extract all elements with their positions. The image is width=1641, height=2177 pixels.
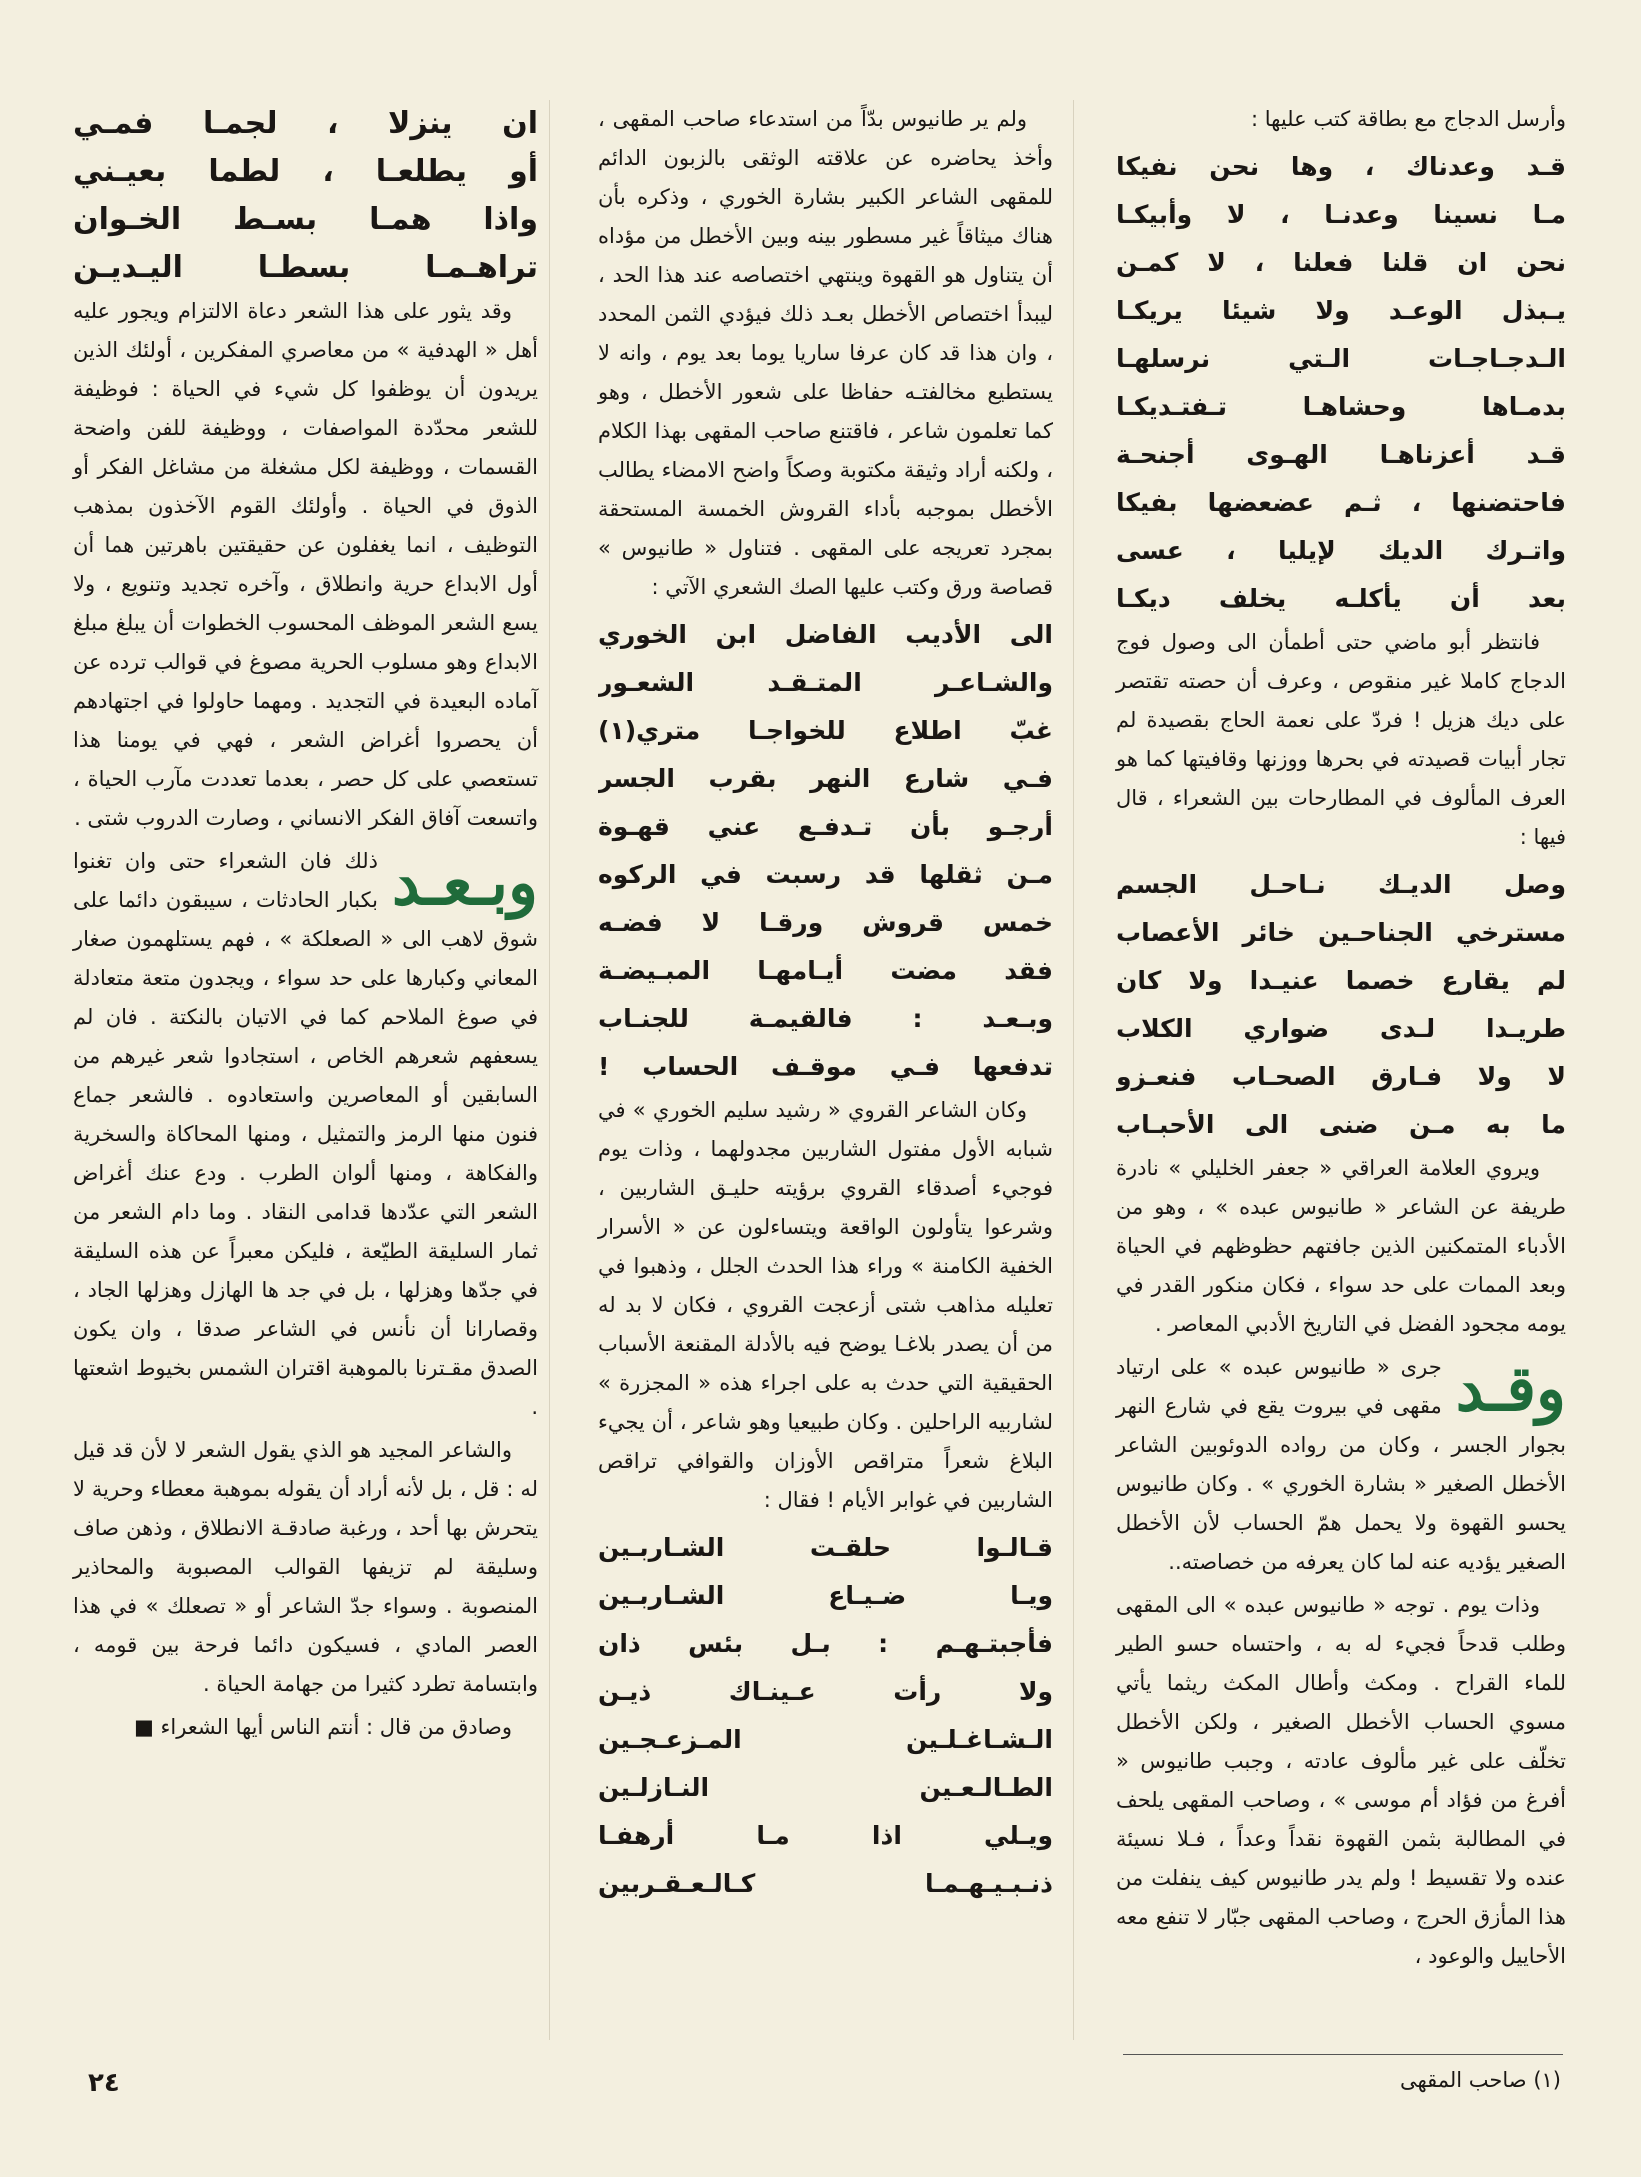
verse-line: تراهـمـا بسطـا اليـديـن <box>73 250 538 285</box>
verse-line: فـي شارع النهر بقرب الجسر <box>598 764 1053 793</box>
verse-line: غبّ اطلاع للخواجـا متري(١) <box>598 716 1053 745</box>
paragraph: وقد يثور على هذا الشعر دعاة الالتزام ويجور عليه أهل « الهدفية » من معاصري المفكرين ، أولئك الذين يريدون أن يوظفوا كل شيء في الحياة : فوظيفة للشعر محدّدة المواصفات ، ووظيفة للفن واضحة القسمات ، ووظيفة لكل مشغلة من مشاغل الفكر أو الذوق في الحياة . وأولئك القوم الآخذون بمذهب التوظيف ، انما يغفلون عن حقيقتين باهرتين هما أن أول الابداع حرية وانطلاق ، وآخره تجديد وتنويع ، ولا يسع الشعر الموظف المحسوب الخطوات أن يبلغ مبلغ الابداع وهو مسلوب الحرية مصوغ في قوالب ترده عن آماده البعيدة في التجديد . ومهما حاولوا في اجتهادهم أن يحصروا أغراض الشعر ، فهي في يومنا هذا تستعصي على كل حصر ، بعدما تعددت مآرب الحياة ، واتسعت آفاق الفكر الانساني ، وصارت الدروب شتى . <box>73 299 538 830</box>
poem <box>1116 861 1566 1149</box>
paragraph: ذلك فان الشعراء حتى وان تغنوا بكبار الحادثات ، سيبقون دائما على شوق لاهب الى « الصعلكة » ، فهم يستلهمون صغار المعاني وكبارها على حد سواء ، ويجدون متعة متعادلة في صوغ الملاحم كما في الاتيان بالنكتة . فان لم يسعفهم شعرهم الخاص ، استجادوا شعر غيرهم من السابقين أو المعاصرين واستعادوه . فالشعر جماع فنون منها الرمز والتمثيل ، ومنها المحاكاة والسخرية والفكاهة ، ومنها ألوان الطرب . ودع عنك أغراض الشعر التي عدّدها قدامى النقاد . وما دام الشعر من ثمار السليقة الطيّعة ، فليكن معبراً عن هذه السليقة في جدّها وهزلها ، بل في جد ها الهازل وهزلها الجاد ، وقصارانا أن نأنس في الشاعر صدقا ، وان يكون الصدق مقـترنا بالموهبة اقتران الشمس بخيوط اشعتها . <box>73 849 538 1419</box>
paragraph-with-dropcap <box>1116 1348 1566 1582</box>
verse-line: مـا نسينا وعدنـا ، لا وأبيكـا <box>1116 200 1566 229</box>
paragraph: وأرسل الدجاج مع بطاقة كتب عليها : <box>1251 107 1566 131</box>
verse-line: لم يقارع خصما عنيـدا ولا كان <box>1116 966 1566 995</box>
verse-line: بدمـاها وحشاهـا تـفتـديكـا <box>1116 392 1566 421</box>
verse-line: مـن ثقلها قد رسبت في الركوه <box>598 860 1053 889</box>
verse-line: فقد مضت أيـامهـا المبـيضـة <box>598 956 1053 985</box>
verse-line: وصل الديـك نـاحـل الجسم <box>1116 870 1566 899</box>
verse-line: نحن ان قلنا فعلنا ، لا كمـن <box>1116 248 1566 277</box>
page-number: ٢٤ <box>88 2068 120 2098</box>
verse-line: تدفعها فـي موقـف الحساب ! <box>598 1052 1053 1081</box>
verse-line: بعد أن يأكلـه يخلف ديكـا <box>1116 584 1566 613</box>
verse-line: خمس قروش ورقـا لا فضـه <box>598 908 1053 937</box>
verse-line: قـد وعدناك ، وها نحن نفيكا <box>1116 152 1566 181</box>
article-column-middle <box>598 100 1053 1908</box>
verse-line: لا ولا فـارق الصحـاب فنعـزو <box>1116 1062 1566 1091</box>
paragraph: والشاعر المجيد هو الذي يقول الشعر لا لأن قد قيل له : قل ، بل لأنه أراد أن يقوله بموهبة معطاء وحرية لا يتحرش بها أحد ، ورغبة صادقـة الانطلاق ، وذهن صاف وسليقة لم تزيفها القوالب المصبوبة والمحاذير المنصوبة . وسواء جدّ الشاعر أو « تصعلك » في هذا العصر المادي ، فسيكون دائما فرحة بين قومه ، وابتسامة تطرد كثيرا من جهامة الحياة . <box>73 1438 538 1696</box>
verse-line: ولا رأت عـينـاك ذيـن <box>598 1677 1053 1706</box>
verse-line: ذنـبـيـهـمـا كـالـعـقـربين <box>598 1869 1053 1898</box>
verse-line: ويـلي اذا مـا أرهفـا <box>598 1821 1053 1850</box>
paragraph: وذات يوم . توجه « طانيوس عبده » الى المقهى وطلب قدحاً فجيء له به ، واحتساه حسو الطير للماء القراح . ومكث وأطال المكث ريثما يأتي مسوي الحساب الأخطل الصغير ، ولكن الأخطل تخلّف على غير مألوف عادته ، وجبب طانيوس « أفرغ من فؤاد أم موسى » ، وصاحب المقهى يلحف في المطالبة بثمن القهوة نقداً وعداً ، فـلا نسيئة عنده ولا تقسيط ! ولم يدر طانيوس كيف ينفلت من هذا المأزق الحرج ، وصاحب المقهى جبّار لا تنفع معه الأحاييل والوعود ، <box>1116 1593 1566 1968</box>
verse-line: أرجـو بأن تـدفـع عني قهـوة <box>598 812 1053 841</box>
paragraph: ولم ير طانيوس بدّاً من استدعاء صاحب المقهى ، وأخذ يحاضره عن علاقته الوثقى بالزبون الدائم للمقهى الشاعر الكبير بشارة الخوري ، وذكره بأن هناك ميثاقاً غير مسطور بينه وبين الأخطل من مؤداه أن يتناول هو القهوة وينتهي اختصاصه عند هذا الحد ، ليبدأ اختصاص الأخطل بعـد ذلك فيؤدي الثمن المحدد ، وان هذا قد كان عرفا ساريا يوما بعد يوم ، وانه لا يستطيع مخالفتـه حفاظا على شعور الأخطل ، وهو كما تعلمون شاعر ، فاقتنع صاحب المقهى بهذا الكلام ، ولكنه أراد وثيقة مكتوبة وصكاً واضح الامضاء يطالب الأخطل بموجبه بأداء القروش الخمسة المستحقة بمجرد تعريجه على المقهى . فتناول « طانيوس » قصاصة ورق وكتب عليها الصك الشعري الآتي : <box>598 107 1053 599</box>
verse-line: فأجبتـهـم : بـل بئس ذان <box>598 1629 1053 1658</box>
verse-line: ان ينزلا ، لجمـا فمـي <box>73 106 538 141</box>
footnote-divider <box>1123 2054 1563 2055</box>
verse-line: وبـعـد : فالقيمـة للجنـاب <box>598 1004 1053 1033</box>
poem <box>598 1524 1053 1908</box>
paragraph-with-dropcap <box>73 842 538 1427</box>
article-column-left <box>73 100 538 1751</box>
verse-line: واتـرك الديك لإيليا ، عسى <box>1116 536 1566 565</box>
verse-line: فاحتضنها ، ثـم عضعضها بفيكا <box>1116 488 1566 517</box>
paragraph: وكان الشاعر القروي « رشيد سليم الخوري » في شبابه الأول مفتول الشاربين مجدولهما ، وذات يوم فوجيء أصدقاء القروي برؤيته حليـق الشاربين ، وشرعوا يتأولون الواقعة ويتساءلون عن « الأسرار الخفية الكامنة » وراء هذا الحدث الجلل ، وذهبوا في تعليله مذاهب شتى أزعجت القروي ، فكان لا بد له من أن يصدر بلاغـا يوضح فيه بالأدلة المقنعة الأسباب الحقيقية التي حدث به على اجراء هذه « المجزرة » لشاربيه الراحلين . وكان طبيعيا وهو شاعر ، أن يجيء البلاغ شعراً متراقص الأوزان والقوافي تراقص الشاربين في غوابر الأيام ! فقال : <box>598 1098 1053 1512</box>
paragraph: وصادق من قال : أنتم الناس أيها الشعراء ■ <box>133 1715 512 1739</box>
verse-line: ويـا ضـيـاع الشـاربـين <box>598 1581 1053 1610</box>
column-divider <box>549 100 550 2040</box>
verse-line: الطـالـعـين النـازلـين <box>598 1773 1053 1802</box>
verse-line: الـدجـاجـات الـتي نرسلهـا <box>1116 344 1566 373</box>
verse-line: يـبذل الوعـد ولا شيئا يريكـا <box>1116 296 1566 325</box>
verse-line: مسترخي الجناحـين خائر الأعصاب <box>1116 918 1566 947</box>
verse-line: والشـاعـر المتـقـد الشعـور <box>598 668 1053 697</box>
poem <box>1116 143 1566 623</box>
paragraph: فانتظر أبو ماضي حتى أطمأن الى وصول فوج الدجاج كاملا غير منقوص ، وعرف أن حصته تقتصر على ديك هزيل ! فردّ على نعمة الحاج بقصيدة لم تجار أبيات قصيدته في بحرها ووزنها وقافيتها كما هو العرف المألوف في المطارحات بين الشعراء ، قال فيها : <box>1116 630 1566 849</box>
footnote: (١) صاحب المقهى <box>1399 2068 1561 2092</box>
verse-line: قـد أعزناهـا الهـوى أجنحـة <box>1116 440 1566 469</box>
drop-cap: وبـعـد <box>392 846 538 919</box>
drop-cap: وقـد <box>1455 1352 1566 1425</box>
paragraph: جرى « طانيوس عبده » على ارتياد مقهى في بيروت يقع في شارع النهر بجوار الجسر ، وكان من رواده الدوئوبين الشاعر الأخطل الصغير « بشارة الخوري » . وكان طانيوس يحسو القهوة ولا يحمل همّ الحساب لأن الأخطل الصغير يؤديه عنه لما كان يعرفه من خصاصته.. <box>1116 1355 1566 1574</box>
verse-line: أو يطلعـا ، لطما بعيـني <box>73 154 538 189</box>
paragraph: ويروي العلامة العراقي « جعفر الخليلي » نادرة طريفة عن الشاعر « طانيوس عبده » ، وهو من الأدباء المتمكنين الذين جافتهم حظوظهم في الحياة وبعد الممات على حد سواء ، فكان منكور القدر في يومه مجحود الفضل في التاريخ الأدبي المعاصر . <box>1116 1156 1566 1336</box>
verse-line: قـالـوا حلقـت الشـاربـين <box>598 1533 1053 1562</box>
verse-line: الـشـاغـلـين المـزعـجـين <box>598 1725 1053 1754</box>
verse-line: الى الأديب الفاضل ابن الخوري <box>598 620 1053 649</box>
verse-line: واذا همـا بسـط الخـوان <box>73 202 538 237</box>
article-column-right <box>1116 100 1566 1980</box>
poem <box>73 100 538 292</box>
verse-line: طريـدا لـدى ضواري الكلاب <box>1116 1014 1566 1043</box>
verse-line: ما به مـن ضنى الى الأحبـاب <box>1116 1110 1566 1139</box>
column-divider <box>1073 100 1074 2040</box>
poem <box>598 611 1053 1091</box>
